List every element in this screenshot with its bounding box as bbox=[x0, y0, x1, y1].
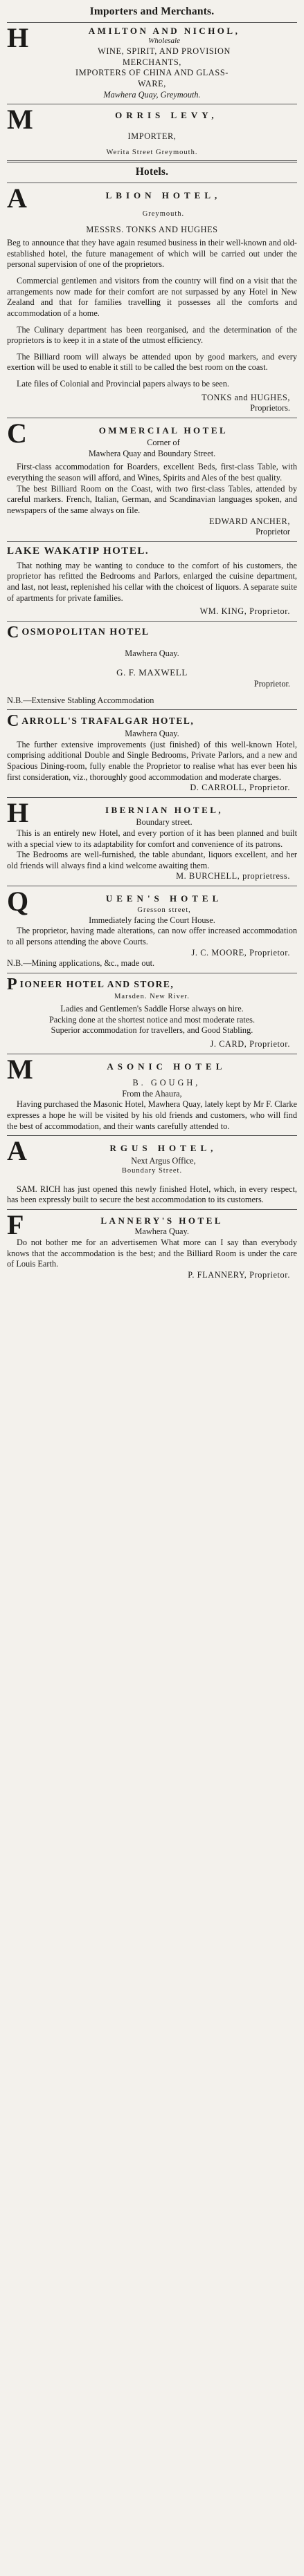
ad-place: Marsden. New River. bbox=[114, 992, 190, 1000]
ad-hamilton-nichol bbox=[7, 21, 297, 101]
ad-pioneer-hotel bbox=[7, 976, 297, 1050]
ad-paragraph: The further extensive improvements (just finished) of this well-known Hotel, comprising additional Double and Single Bedrooms, Private Parlors, and a new and Spacious Dining-room, fully enable the Proprietor to realise what has ever been his first consideration, viz., thoroughly good accommodation and moderate charges. bbox=[7, 739, 297, 782]
ad-title: OSMOPOLITAN HOTEL bbox=[21, 626, 150, 637]
ad-carroll-trafalgar-hotel bbox=[7, 713, 297, 794]
divider bbox=[7, 709, 297, 710]
ad-signature: D. CARROLL, Proprietor. bbox=[190, 783, 290, 793]
ad-place: Boundary street. bbox=[136, 817, 193, 828]
section-heading-importers: Importers and Merchants. bbox=[89, 6, 215, 17]
ad-title: OMMERCIAL HOTEL bbox=[98, 424, 229, 436]
drop-cap: Q bbox=[7, 885, 29, 917]
ad-line: Boundary Street. bbox=[121, 1167, 183, 1175]
ad-paragraph: The best Billiard Room on the Coast, with two first-class Tables, attended by careful markers. French, Italian, German, and Scandinavian languages spoken, and newspapers of the same always on file. bbox=[7, 483, 297, 515]
ad-hibernian-hotel bbox=[7, 796, 297, 882]
ad-masonic-hotel bbox=[7, 1053, 297, 1132]
ad-place: Gresson street, bbox=[137, 906, 191, 915]
ad-title: ARROLL'S TRAFALGAR HOTEL, bbox=[21, 716, 195, 727]
ad-signature-role: Proprietor. bbox=[253, 678, 290, 689]
ad-address: Werita Street Greymouth. bbox=[106, 148, 198, 156]
ad-signature: WM. KING, Proprietor. bbox=[199, 606, 290, 617]
ad-paragraph: This is an entirely new Hotel, and every portion of it has been planned and built with a special view to its adaptability for comfort and convenience of its patrons. bbox=[7, 828, 297, 849]
ad-place: Mawhera Quay. bbox=[125, 729, 179, 739]
drop-cap: A bbox=[7, 1135, 27, 1167]
divider bbox=[7, 797, 297, 798]
ad-albion-hotel bbox=[7, 182, 297, 414]
drop-cap: M bbox=[7, 1053, 33, 1085]
ad-note: N.B.—Mining applications, &c., made out. bbox=[7, 958, 155, 969]
divider bbox=[7, 541, 297, 542]
ad-paragraph: Do not bother me for an advertisemen What more can I say than everybody knows that the accommodation is the best; and the Billiard Room is under the care of Louis Earth. bbox=[7, 1237, 297, 1269]
ad-cosmopolitan-hotel bbox=[7, 624, 297, 706]
ad-note: N.B.—Extensive Stabling Accommodation bbox=[7, 695, 154, 705]
ad-line: WARE, bbox=[138, 78, 166, 88]
ad-line: MERCHANTS, bbox=[123, 57, 181, 67]
ad-signature: J. CARD, Proprietor. bbox=[210, 1039, 290, 1049]
ad-paragraph: Having purchased the Masonic Hotel, Mawhera Quay, lately kept by Mr F. Clarke expresses a hope he will be visited by his old friends and customers, who will find the best of accommodation, and their wants carefully attended to. bbox=[7, 1099, 297, 1131]
drop-cap: A bbox=[7, 182, 27, 214]
ad-title: AMILTON AND NICHOL, bbox=[88, 25, 240, 36]
ad-commercial-hotel bbox=[7, 417, 297, 538]
ad-signature: J. C. MOORE, Proprietor. bbox=[191, 947, 290, 958]
drop-cap: C bbox=[7, 712, 19, 731]
drop-cap: H bbox=[7, 796, 29, 828]
ad-signature: EDWARD ANCHER, bbox=[208, 516, 290, 526]
ad-signature: TONKS and HUGHES, bbox=[202, 392, 290, 402]
ad-paragraph: First-class accommodation for Boarders, excellent Beds, first-class Table, with everything the season will afford, and Wines, Spirits and Ales of the best quality. bbox=[7, 462, 297, 483]
ad-title: UEEN'S HOTEL bbox=[105, 893, 223, 904]
ad-owners: MESSRS. TONKS AND HUGHES bbox=[86, 224, 218, 234]
ad-place: Greymouth. bbox=[142, 210, 185, 218]
ad-line: WINE, SPIRIT, AND PROVISION bbox=[98, 46, 231, 57]
ad-paragraph: Packing done at the shortest notice and most moderate rates. bbox=[48, 1014, 256, 1025]
ad-line: IMPORTER, bbox=[127, 131, 177, 142]
ad-address: Mawhera Quay, Greymouth. bbox=[103, 89, 201, 100]
ad-signature-role: Proprietor bbox=[256, 527, 290, 537]
divider bbox=[7, 160, 297, 162]
ad-paragraph: The Bedrooms are well-furnished, the table abundant, liquors excellent, and her old friends will always find a kind welcome awaiting them. bbox=[7, 850, 297, 870]
ad-paragraph: Commercial gentlemen and visitors from the country will find on a visit that the arrangements now made for their comfort are not surpassed by any Hotel in New Zealand and that for families travelling it possesses all the comforts and accommodation of a home. bbox=[7, 276, 297, 318]
ad-line: Next Argus Office, bbox=[131, 1155, 196, 1166]
drop-cap: C bbox=[7, 417, 27, 449]
ad-lake-wakatip-hotel bbox=[7, 545, 297, 617]
drop-cap: P bbox=[7, 975, 17, 993]
ad-title: ASONIC HOTEL bbox=[107, 1061, 226, 1072]
ad-owner: B. GOUGH, bbox=[132, 1078, 201, 1088]
ad-flannery-hotel bbox=[7, 1208, 297, 1281]
drop-cap: F bbox=[7, 1208, 24, 1240]
ad-title: LBION HOTEL, bbox=[105, 189, 222, 200]
ad-signature: M. BURCHELL, proprietress. bbox=[176, 871, 290, 881]
ad-title: LAKE WAKATIP HOTEL. bbox=[7, 545, 150, 557]
drop-cap: C bbox=[7, 623, 19, 642]
ad-paragraph: The Culinary department has been reorganised, and the determination of the proprietors is to keep it in a state of the utmost efficiency. bbox=[7, 324, 297, 346]
ad-queens-hotel bbox=[7, 885, 297, 969]
ad-title: IBERNIAN HOTEL, bbox=[105, 804, 224, 815]
ad-line: From the Ahaura, bbox=[122, 1088, 182, 1099]
ad-title: ORRIS LEVY, bbox=[115, 110, 218, 121]
ad-title: LANNERY'S HOTEL bbox=[100, 1215, 224, 1226]
ad-paragraph: Late files of Colonial and Provincial papers always to be seen. bbox=[17, 378, 229, 389]
ad-line: Immediately facing the Court House. bbox=[89, 915, 215, 925]
ad-paragraph: Beg to announce that they have again resumed business in their well-known and old-established hotel, the future management of which will be carried out under the personal supervision of one of the proprietors. bbox=[7, 238, 297, 270]
section-heading-hotels: Hotels. bbox=[135, 166, 169, 178]
ad-paragraph: The Billiard room will always be attended upon by good markers, and every exertion will be used to enable it still to be called the best room on the coast. bbox=[7, 351, 297, 373]
ad-signature: G. F. MAXWELL bbox=[116, 667, 188, 678]
ad-line: IMPORTERS OF CHINA AND GLASS- bbox=[75, 68, 229, 78]
drop-cap: M bbox=[7, 104, 33, 136]
ad-paragraph: Ladies and Gentlemen's Saddle Horse always on hire. bbox=[60, 1004, 244, 1014]
ad-line: Mawhera Quay and Boundary Street. bbox=[88, 448, 216, 458]
divider bbox=[7, 22, 297, 23]
ad-morris-levy bbox=[7, 104, 297, 157]
ad-paragraph: SAM. RICH has just opened this newly finished Hotel, which, in every respect, has been expressly built to secure the best accommodation to its customers. bbox=[7, 1184, 297, 1205]
ad-title: IONEER HOTEL AND STORE, bbox=[19, 978, 175, 989]
ad-signature-role: Proprietors. bbox=[250, 403, 290, 413]
divider bbox=[7, 621, 297, 622]
ad-paragraph: That nothing may be wanting to conduce to the comfort of his customers, the proprietor has refitted the Bedrooms and Parlors, enlarged the cuisine department, and last, not least, replenished his cellar with the choicest of liquors. A separate suite of apartments for private families. bbox=[7, 560, 297, 603]
ad-place: Mawhera Quay. bbox=[125, 648, 179, 658]
ad-place: Mawhera Quay. bbox=[134, 1226, 189, 1237]
divider bbox=[7, 1209, 297, 1210]
ad-paragraph: Superior accommodation for travellers, and Good Stabling. bbox=[51, 1025, 253, 1036]
ad-paragraph: The proprietor, having made alterations, can now offer increased accommodation to all persons attending the above Courts. bbox=[7, 926, 297, 947]
drop-cap: H bbox=[7, 21, 29, 53]
ad-argus-hotel bbox=[7, 1135, 297, 1206]
ad-subtitle: Wholesale bbox=[148, 37, 180, 46]
newspaper-column bbox=[0, 0, 304, 1280]
ad-title: RGUS HOTEL, bbox=[109, 1143, 217, 1154]
ad-line: Corner of bbox=[147, 438, 180, 448]
divider bbox=[7, 1135, 297, 1136]
ad-signature: P. FLANNERY, Proprietor. bbox=[188, 1269, 290, 1280]
